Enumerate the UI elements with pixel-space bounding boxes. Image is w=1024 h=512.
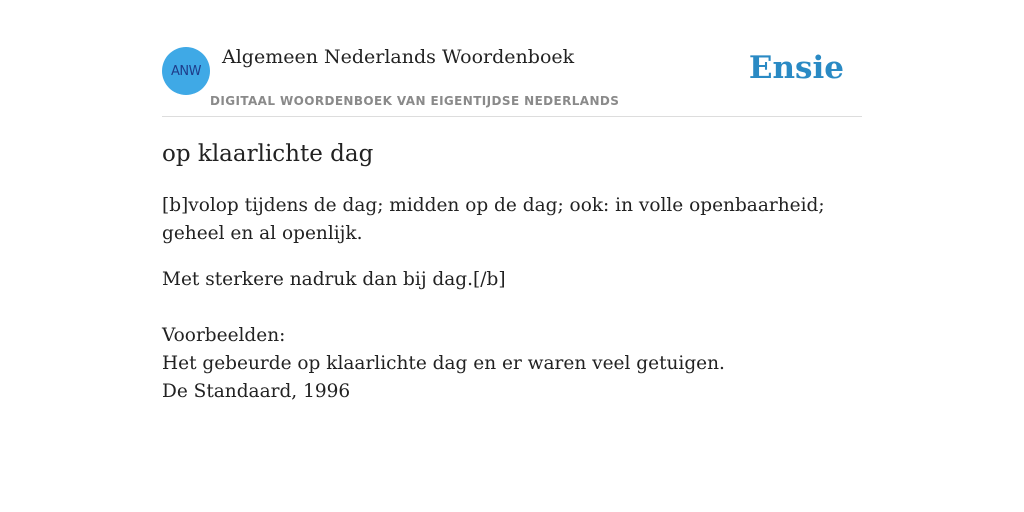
site-subtitle: DIGITAAL WOORDENBOEK VAN EIGENTIJDSE NEDERLANDS: [210, 94, 620, 108]
examples-block: [162, 322, 872, 406]
entry-definition: [b]volop tijdens de dag; midden op de dag; ook: in volle openbaarheid; geheel en al openlijk.: [162, 195, 825, 244]
ensie-brand-logo[interactable]: Ensie: [748, 50, 844, 86]
entry-content: [162, 138, 872, 406]
site-title[interactable]: Algemeen Nederlands Woordenboek: [222, 46, 575, 68]
examples-label: Voorbeelden:: [162, 325, 286, 346]
logo-text: ANW: [171, 63, 201, 79]
site-header: [162, 44, 862, 117]
anw-logo[interactable]: [162, 47, 210, 95]
entry-headword: op klaarlichte dag: [162, 141, 374, 167]
example-sentence: Het gebeurde op klaarlichte dag en er waren veel getuigen.: [162, 353, 725, 374]
entry-note: Met sterkere nadruk dan bij dag.[/b]: [162, 269, 506, 290]
example-source: De Standaard, 1996: [162, 381, 351, 402]
